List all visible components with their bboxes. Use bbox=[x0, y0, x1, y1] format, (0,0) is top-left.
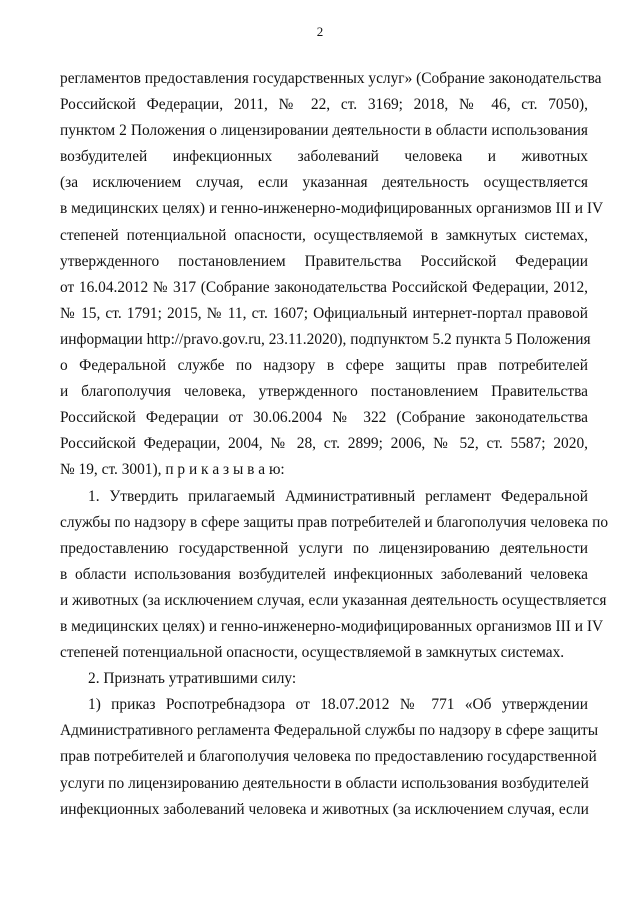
text-line: Российской Федерации, 2011, № 22, ст. 3169; 2018, № 46, ст. 7050), bbox=[60, 96, 588, 114]
text-line: услуги по лицензированию деятельности в области использования возбудителей bbox=[60, 774, 589, 792]
text-line: информации http://pravo.gov.ru, 23.11.2020), подпунктом 5.2 пункта 5 Положения bbox=[60, 330, 591, 348]
text-line: службы по надзору в сфере защиты прав потребителей и благополучия человека по bbox=[60, 513, 609, 531]
text-line: 1) приказ Роспотребнадзора от 18.07.2012 № 771 «Об утверждении bbox=[88, 696, 588, 714]
text-line: в медицинских целях) и генно-инженерно-модифицированных организмов III и IV bbox=[60, 617, 604, 635]
text-line: степеней потенциальной опасности, осуществляемой в замкнутых системах, bbox=[60, 226, 588, 244]
text-line: прав потребителей и благополучия человека по предоставлению государственной bbox=[60, 748, 597, 766]
document-body bbox=[60, 66, 609, 823]
text-line: от 16.04.2012 № 317 (Собрание законодательства Российской Федерации, 2012, bbox=[60, 278, 588, 296]
text-line: и животных (за исключением случая, если указанная деятельность осуществляется bbox=[60, 591, 607, 609]
page-number: 2 bbox=[316, 24, 324, 39]
text-line: возбудителей инфекционных заболеваний человека и животных bbox=[60, 148, 588, 166]
text-line: Российской Федерации от 30.06.2004 № 322 (Собрание законодательства bbox=[60, 409, 588, 427]
text-line: Российской Федерации, 2004, № 28, ст. 2899; 2006, № 52, ст. 5587; 2020, bbox=[60, 435, 588, 453]
text-line: (за исключением случая, если указанная деятельность осуществляется bbox=[60, 174, 588, 192]
text-line: инфекционных заболеваний человека и животных (за исключением случая, если bbox=[60, 800, 589, 818]
text-line: утвержденного постановлением Правительства Российской Федерации bbox=[60, 252, 588, 270]
text-line: предоставлению государственной услуги по лицензированию деятельности bbox=[60, 539, 588, 557]
text-line: степеней потенциальной опасности, осуществляемой в замкнутых системах. bbox=[60, 644, 565, 662]
text-line: Административного регламента Федеральной службы по надзору в сфере защиты bbox=[60, 722, 599, 740]
text-line: № 15, ст. 1791; 2015, № 11, ст. 1607; Официальный интернет-портал правовой bbox=[60, 304, 588, 322]
text-line: пунктом 2 Положения о лицензировании деятельности в области использования bbox=[60, 122, 588, 140]
text-line: и благополучия человека, утвержденного постановлением Правительства bbox=[60, 383, 588, 401]
text-line: 2. Признать утратившими силу: bbox=[88, 670, 297, 688]
text-line: № 19, ст. 3001), п р и к а з ы в а ю: bbox=[60, 461, 285, 479]
text-line: регламентов предоставления государственных услуг» (Собрание законодательства bbox=[60, 70, 602, 87]
text-line: в области использования возбудителей инфекционных заболеваний человека bbox=[60, 565, 588, 583]
text-line: о Федеральной службе по надзору в сфере защиты прав потребителей bbox=[60, 357, 588, 375]
text-line: 1. Утвердить прилагаемый Административный регламент Федеральной bbox=[88, 487, 588, 505]
text-line: в медицинских целях) и генно-инженерно-модифицированных организмов III и IV bbox=[60, 200, 604, 218]
